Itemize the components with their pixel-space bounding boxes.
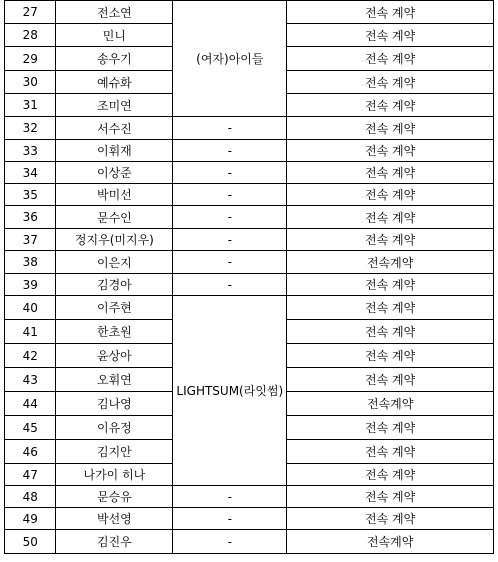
contract-type: 전속 계약 <box>287 464 494 486</box>
artist-name: 김나영 <box>56 392 173 416</box>
artist-name: 한초원 <box>56 320 173 344</box>
table-row <box>5 229 494 251</box>
contract-type: 전속 계약 <box>287 416 494 440</box>
contract-type: 전속 계약 <box>287 24 494 47</box>
row-number: 41 <box>5 320 56 344</box>
group-name: - <box>173 206 287 229</box>
row-number: 49 <box>5 508 56 530</box>
table-row <box>5 508 494 530</box>
group-name: - <box>173 229 287 251</box>
row-number: 48 <box>5 486 56 508</box>
artist-name: 이상준 <box>56 162 173 184</box>
group-name: - <box>173 117 287 140</box>
row-number: 32 <box>5 117 56 140</box>
table-row <box>5 486 494 508</box>
group-name: - <box>173 140 287 162</box>
contract-type: 전속 계약 <box>287 140 494 162</box>
table-row <box>5 1 494 24</box>
row-number: 27 <box>5 1 56 24</box>
contract-type: 전속 계약 <box>287 320 494 344</box>
contract-type: 전속 계약 <box>287 71 494 94</box>
contract-type: 전속 계약 <box>287 94 494 117</box>
artist-name: 조미연 <box>56 94 173 117</box>
contract-type: 전속계약 <box>287 251 494 274</box>
contract-type: 전속 계약 <box>287 296 494 320</box>
contract-type: 전속 계약 <box>287 440 494 464</box>
artist-name: 정지우(미지우) <box>56 229 173 251</box>
row-number: 30 <box>5 71 56 94</box>
row-number: 45 <box>5 416 56 440</box>
artist-name: 이휘재 <box>56 140 173 162</box>
contract-type: 전속 계약 <box>287 229 494 251</box>
artist-name: 이은지 <box>56 251 173 274</box>
row-number: 36 <box>5 206 56 229</box>
artist-name: 김지안 <box>56 440 173 464</box>
table-row <box>5 530 494 554</box>
row-number: 44 <box>5 392 56 416</box>
artist-name: 김경아 <box>56 274 173 296</box>
contract-type: 전속 계약 <box>287 344 494 368</box>
table-row <box>5 296 494 320</box>
group-name: - <box>173 274 287 296</box>
artist-name: 이유정 <box>56 416 173 440</box>
group-name: - <box>173 162 287 184</box>
group-name: - <box>173 184 287 206</box>
group-name: - <box>173 251 287 274</box>
artist-name: 전소연 <box>56 1 173 24</box>
artist-name: 박선영 <box>56 508 173 530</box>
contract-type: 전속계약 <box>287 530 494 554</box>
contract-type: 전속 계약 <box>287 184 494 206</box>
group-name: - <box>173 486 287 508</box>
row-number: 40 <box>5 296 56 320</box>
table-row <box>5 206 494 229</box>
table-row <box>5 251 494 274</box>
contract-type: 전속 계약 <box>287 47 494 71</box>
group-name: LIGHTSUM(라잇썸) <box>173 296 287 486</box>
contract-type: 전속 계약 <box>287 206 494 229</box>
artist-name: 문수인 <box>56 206 173 229</box>
artist-name: 문승유 <box>56 486 173 508</box>
contract-type: 전속 계약 <box>287 1 494 24</box>
group-name: - <box>173 508 287 530</box>
row-number: 43 <box>5 368 56 392</box>
table-row <box>5 117 494 140</box>
contract-type: 전속 계약 <box>287 486 494 508</box>
row-number: 37 <box>5 229 56 251</box>
row-number: 35 <box>5 184 56 206</box>
row-number: 46 <box>5 440 56 464</box>
row-number: 38 <box>5 251 56 274</box>
row-number: 47 <box>5 464 56 486</box>
contract-type: 전속 계약 <box>287 117 494 140</box>
artist-name: 나가이 히나 <box>56 464 173 486</box>
artist-name: 김진우 <box>56 530 173 554</box>
contract-type: 전속 계약 <box>287 162 494 184</box>
row-number: 28 <box>5 24 56 47</box>
group-name: - <box>173 530 287 554</box>
artist-contract-table <box>4 0 494 554</box>
artist-name: 송우기 <box>56 47 173 71</box>
table-row <box>5 140 494 162</box>
row-number: 29 <box>5 47 56 71</box>
row-number: 33 <box>5 140 56 162</box>
artist-name: 오휘연 <box>56 368 173 392</box>
artist-name: 박미선 <box>56 184 173 206</box>
table-row <box>5 162 494 184</box>
row-number: 34 <box>5 162 56 184</box>
group-name: (여자)아이들 <box>173 1 287 117</box>
artist-name: 윤상아 <box>56 344 173 368</box>
table-row <box>5 274 494 296</box>
table-row <box>5 184 494 206</box>
contract-type: 전속 계약 <box>287 274 494 296</box>
row-number: 42 <box>5 344 56 368</box>
artist-name: 이주현 <box>56 296 173 320</box>
row-number: 39 <box>5 274 56 296</box>
contract-type: 전속 계약 <box>287 368 494 392</box>
artist-name: 민니 <box>56 24 173 47</box>
artist-name: 서수진 <box>56 117 173 140</box>
contract-type: 전속계약 <box>287 392 494 416</box>
contract-type: 전속 계약 <box>287 508 494 530</box>
row-number: 50 <box>5 530 56 554</box>
table-body <box>5 1 494 554</box>
artist-name: 예슈화 <box>56 71 173 94</box>
row-number: 31 <box>5 94 56 117</box>
